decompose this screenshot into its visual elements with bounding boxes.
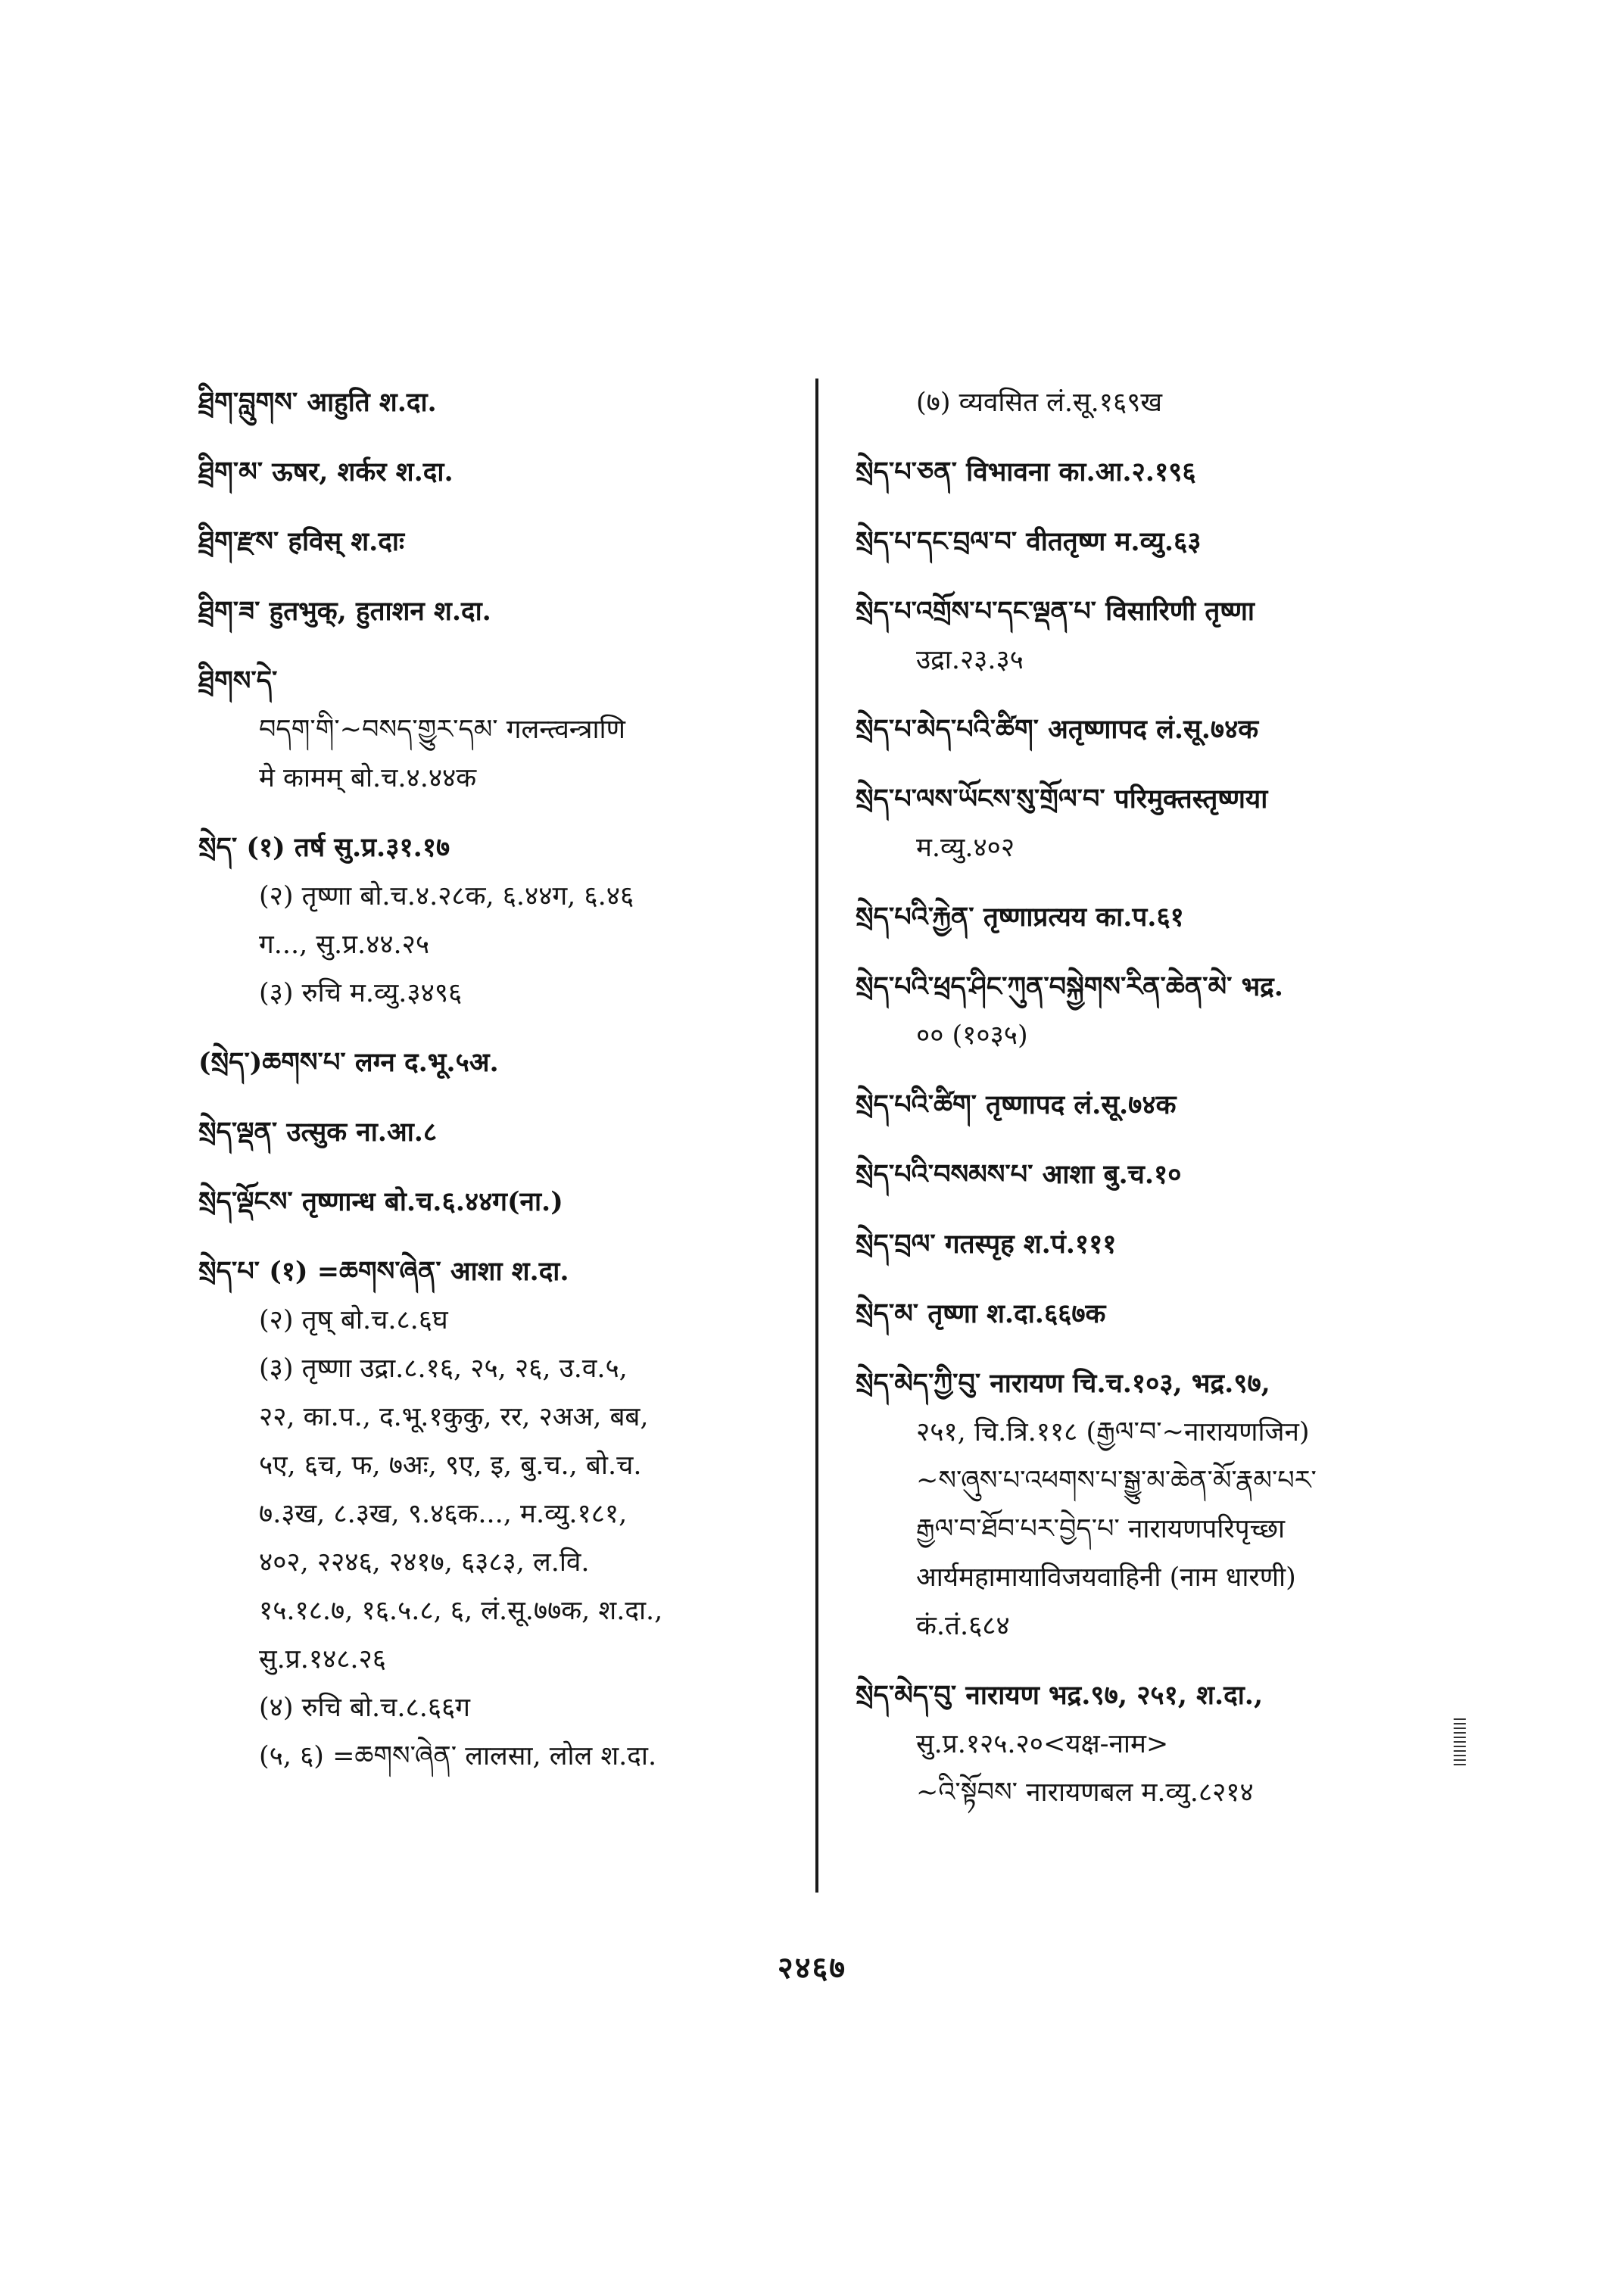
- entry-thrigs-de: [198, 657, 796, 802]
- entry-line: (སྲེད་)ཆགས་པ་ लग्न द.भू.५अ.: [198, 1047, 499, 1078]
- right-column: [856, 379, 1461, 1838]
- entry-line: ཐྲིག་བླུགས་ आहुति श.दा.: [198, 387, 437, 418]
- entry-sred-med-bu: [856, 1671, 1461, 1817]
- entry-line: སྲེད་མེད་བུ་ नारायण भद्र.९७, २५१, श.दा.,: [856, 1680, 1264, 1711]
- entry-line: ग..., सु.प्र.४४.२५: [259, 930, 430, 960]
- entry-line: སྲེད་པའི་བསམས་པ་ आशा बु.च.१०: [856, 1159, 1182, 1190]
- entry-line: (३) तृष्णा उद्रा.८.१६, २५, २६, उ.व.५,: [259, 1354, 628, 1384]
- entry-line: ཐྲིག་མ་ ऊषर, शर्कर श.दा.: [198, 456, 454, 488]
- entry-sred-bral: [856, 1220, 1461, 1269]
- entry-sred-ma: [856, 1290, 1461, 1338]
- entry-line: ཐྲིགས་དེ་: [198, 665, 278, 696]
- entry-line: ཐྲིག་རྫས་ हविस् श.दाः: [198, 526, 405, 557]
- entry-line: ~འི་སྟོབས་ नारायणबल म.व्यु.८२१४: [916, 1777, 1254, 1808]
- entry-line: སྲེད་པ་ལས་ཡོངས་སུ་གྲོལ་བ་ परिमुक्तस्तृष्णया: [856, 784, 1268, 815]
- entry-line: (२) तृष्णा बो.च.४.२८क, ६.४४ग, ६.४६: [259, 881, 634, 911]
- entry-sred-pa-las-yongs: [856, 775, 1461, 872]
- entry-line: སྲེད་པ་མེད་པའི་ཚིག་ अतृष्णापद लं.सू.७४क: [856, 714, 1259, 745]
- entry-line: २२, का.प., द.भू.१कुकु, रर, २अअ, बब,: [259, 1402, 649, 1432]
- entry-line: म.व्यु.४०२: [916, 833, 1015, 863]
- entry-line: སྲེད་པའི་ཚིག་ तृष्णापद लं.सू.७४क: [856, 1089, 1177, 1120]
- entry-line: सु.प्र.१४८.२६: [259, 1644, 386, 1675]
- entry-line: (४) रुचि बो.च.८.६६ग: [259, 1693, 470, 1723]
- entry-line: (३) रुचि म.व्यु.३४९६: [259, 978, 463, 1008]
- entry-line: मे कामम् बो.च.४.४४क: [259, 763, 477, 793]
- entry-line: (२) तृष् बो.च.८.६घ: [259, 1305, 448, 1335]
- entry-line: སྲེད་ (१) तर्ष सु.प्र.३१.१७: [198, 832, 450, 863]
- entry-sred-pai-bsams-pa: [856, 1151, 1461, 1199]
- entry-line: ~ས་ཞུས་པ་འཕགས་པ་སྒྱུ་མ་ཆེན་མོ་རྣམ་པར་: [916, 1466, 1317, 1496]
- entry-line: ०० (१०३५): [916, 1020, 1028, 1051]
- entry-line: སྲེད་མ་ तृष्णा श.दा.६६७क: [856, 1298, 1106, 1329]
- entry-line: སྲེད་པ་འགྲོས་པ་དང་ལྡན་པ་ विसारिणी तृष्णा: [856, 596, 1255, 627]
- entry-line: आर्यमहामायाविजयवाहिनी (नाम धारणी): [916, 1562, 1296, 1593]
- entry-sred-pa-can: [856, 448, 1461, 497]
- entry-line: ཐྲིག་ཟ་ हुतभुक्, हुताशन श.दा.: [198, 596, 491, 627]
- entry-line: १५.१८.७, १६.५.८, ६, लं.सू.७७क, श.दा.,: [259, 1596, 663, 1626]
- entry-continuation: [856, 379, 1461, 427]
- entry-line: कं.तं.६८४: [916, 1611, 1010, 1641]
- entry-sred-ldongs: [198, 1178, 796, 1226]
- entry-line: སྲེད་ལྡན་ उत्सुक ना.आ.८: [198, 1117, 438, 1148]
- page-number: २४६७: [777, 1950, 847, 1986]
- entry-sred-pai-rkyen: [856, 893, 1461, 942]
- entry-sred: [198, 824, 796, 1017]
- entry-thrig-rdzas: [198, 518, 796, 566]
- entry-line: २५१, चि.त्रि.११८ (རྒྱལ་བ་~नारायणजिन): [916, 1417, 1310, 1447]
- entry-thrig-ma: [198, 448, 796, 497]
- entry-sred-pa: [198, 1248, 796, 1781]
- entry-line: ४०२, २२४६, २४१७, ६३८३, ल.वि.: [259, 1547, 590, 1578]
- entry-line: རྒྱལ་བ་ཐོབ་པར་བྱེད་པ་ नारायणपरिपृच्छा: [916, 1514, 1286, 1544]
- entry-line: སྲེད་པ་དང་བྲལ་བ་ वीततृष्ण म.व्यु.६३: [856, 526, 1202, 557]
- entry-thrig-za: [198, 587, 796, 636]
- entry-line: སྲེད་པ་ཅན་ विभावना का.आ.२.१९६: [856, 456, 1196, 488]
- entry-line: ७.३ख, ८.३ख, ९.४६क..., म.व्यु.१८१,: [259, 1499, 628, 1529]
- margin-marker: [1454, 1718, 1466, 1765]
- entry-line: སྲེད་པའི་རྐྱེན་ तृष्णाप्रत्यय का.प.६१: [856, 902, 1184, 933]
- column-divider: [815, 379, 818, 1893]
- entry-line: (७) व्यवसित लं.सू.१६९ख: [916, 388, 1163, 418]
- entry-line: सु.प्र.१२५.२०<यक्ष-नाम>: [916, 1729, 1169, 1759]
- entry-sred-pai-tshig: [856, 1081, 1461, 1129]
- entry-line: (५, ६) =ཆགས་ཞེན་ लालसा, लोल श.दा.: [259, 1741, 657, 1771]
- entry-line: སྲེད་བྲལ་ गतस्पृह श.पं.१११: [856, 1229, 1117, 1260]
- entry-sred-med-kyi-bu: [856, 1360, 1461, 1650]
- entry-sred-pai-phrad: [856, 963, 1461, 1060]
- entry-sred-pa-med-pai-tshig: [856, 706, 1461, 754]
- entry-sred-pa-grogs: [856, 587, 1461, 684]
- entry-line: སྲེད་པ་ (१) =ཆགས་ཞེན་ आशा श.दा.: [198, 1256, 569, 1287]
- entry-thrig-blugs: [198, 379, 796, 427]
- entry-sred-ldan: [198, 1108, 796, 1157]
- entry-sred-pa-dang-bral-ba: [856, 518, 1461, 566]
- entry-sred-chags-pa: [198, 1039, 796, 1087]
- entry-line: སྲེད་མེད་ཀྱི་བུ་ नारायण चि.च.१०३, भद्र.९७,: [856, 1368, 1270, 1399]
- entry-line: उद्रा.२३.३५: [916, 645, 1024, 675]
- entry-line: ५ए, ६च, फ, ७अः, ९ए, इ, बु.च., बो.च.: [259, 1450, 642, 1481]
- entry-line: སྲེད་པའི་ཕྲད་ཤིང་ཀུན་བསྐྱེགས་རིན་ཆེན་མེ་ भद्र.: [856, 971, 1283, 1002]
- entry-line: སྲེད་ལྡོངས་ तृष्णान्ध बो.च.६.४४ग(ना.): [198, 1186, 563, 1217]
- entry-line: བདག་གི་~བསད་གྱུར་དམ་ गलन्त्वन्त्राणि: [259, 715, 625, 745]
- left-column: [198, 379, 796, 1802]
